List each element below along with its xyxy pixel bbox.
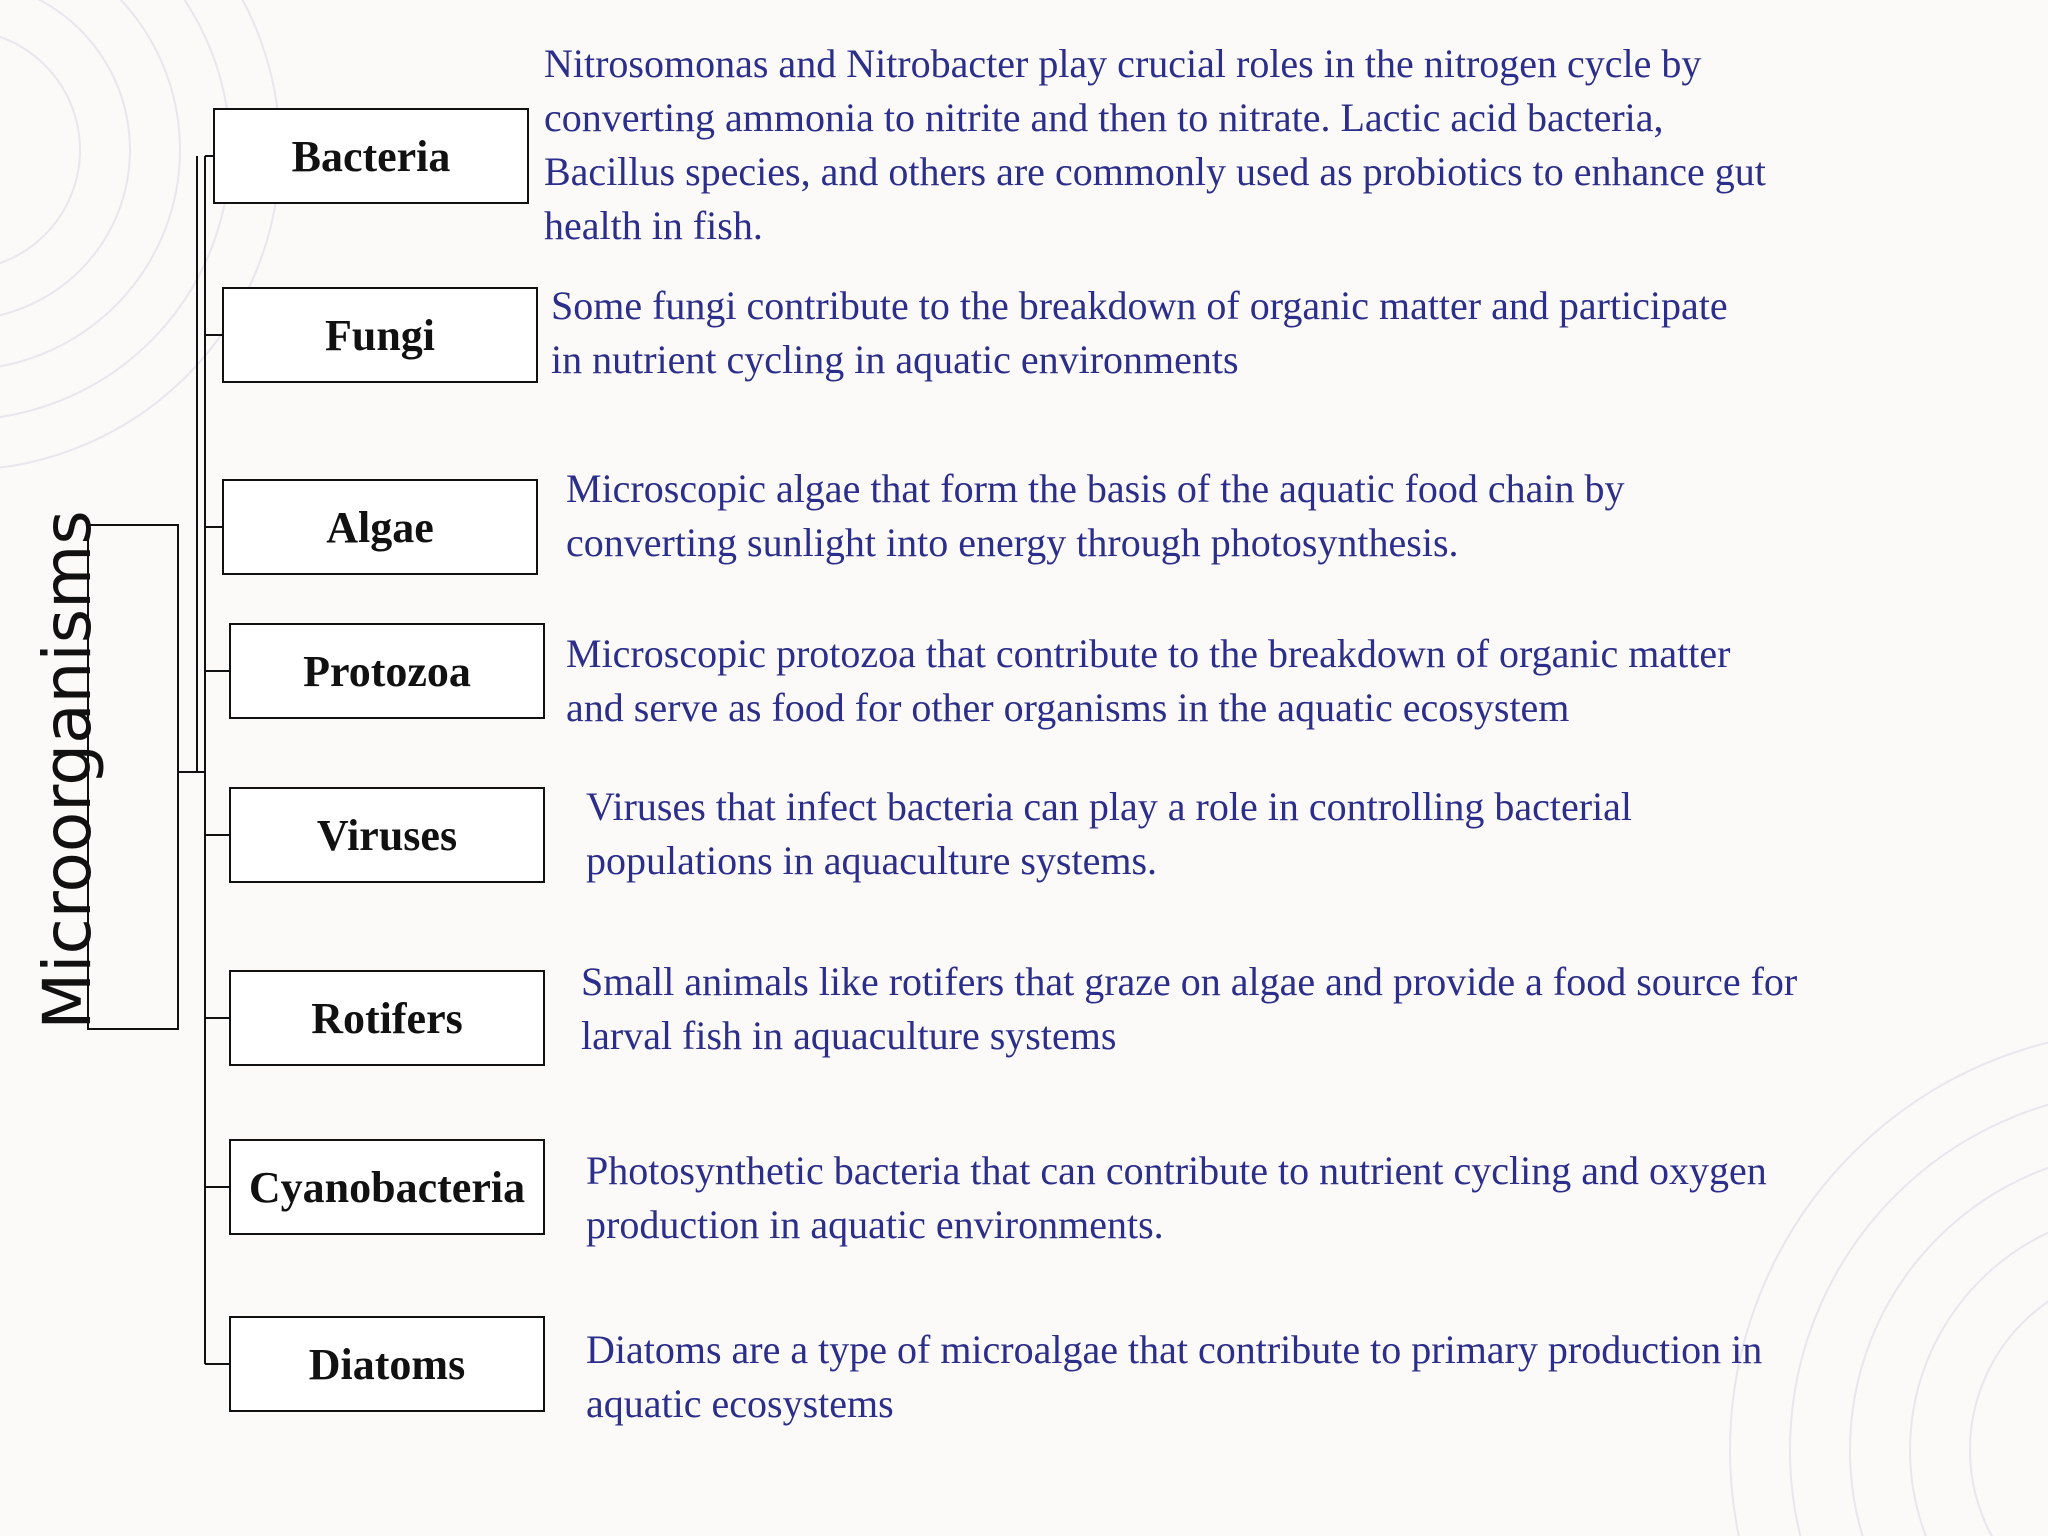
category-label: Bacteria	[291, 131, 451, 181]
description-line: health in fish.	[544, 203, 763, 248]
description-line: production in aquatic environments.	[586, 1202, 1164, 1247]
category-box-viruses	[229, 787, 545, 883]
category-label: Viruses	[316, 810, 458, 860]
description-line: Small animals like rotifers that graze on algae and provide a food source for	[581, 959, 1798, 1004]
category-box-algae	[222, 479, 538, 575]
description-cyanobacteria	[586, 1144, 1767, 1252]
description-line: Viruses that infect bacteria can play a role in controlling bacterial	[586, 784, 1633, 829]
description-protozoa	[566, 627, 1730, 735]
description-line: converting ammonia to nitrite and then to nitrate. Lactic acid bacteria,	[544, 95, 1664, 140]
category-label: Protozoa	[303, 646, 471, 696]
category-box-fungi	[222, 287, 538, 383]
description-line: Diatoms are a type of microalgae that contribute to primary production in	[586, 1327, 1763, 1372]
description-rotifers	[581, 955, 1797, 1063]
description-line: Bacillus species, and others are commonly used as probiotics to enhance gut	[544, 149, 1766, 194]
category-label: Fungi	[324, 310, 436, 360]
category-box-protozoa	[229, 623, 545, 719]
category-box-rotifers	[229, 970, 545, 1066]
category-label: Algae	[326, 502, 434, 552]
category-label: Cyanobacteria	[248, 1162, 526, 1212]
description-viruses	[586, 780, 1632, 888]
description-line: Microscopic protozoa that contribute to the breakdown of organic matter	[566, 631, 1731, 676]
description-line: aquatic ecosystems	[586, 1381, 894, 1426]
description-line: larval fish in aquaculture systems	[581, 1013, 1117, 1058]
description-line: and serve as food for other organisms in the aquatic ecosystem	[566, 685, 1570, 730]
root-label: Microorganisms	[29, 510, 106, 1030]
category-label: Diatoms	[308, 1339, 466, 1389]
description-line: in nutrient cycling in aquatic environments	[551, 337, 1239, 382]
description-fungi	[551, 279, 1728, 387]
category-box-bacteria	[213, 108, 529, 204]
description-line: converting sunlight into energy through photosynthesis.	[566, 520, 1459, 565]
description-line: Some fungi contribute to the breakdown of organic matter and participate	[551, 283, 1728, 328]
category-box-cyanobacteria	[229, 1139, 545, 1235]
category-box-diatoms	[229, 1316, 545, 1412]
description-line: Nitrosomonas and Nitrobacter play crucial roles in the nitrogen cycle by	[544, 41, 1702, 86]
description-bacteria	[544, 37, 1766, 253]
description-line: populations in aquaculture systems.	[586, 838, 1158, 883]
description-line: Photosynthetic bacteria that can contribute to nutrient cycling and oxygen	[586, 1148, 1767, 1193]
description-diatoms	[586, 1323, 1762, 1431]
description-line: Microscopic algae that form the basis of the aquatic food chain by	[566, 466, 1625, 511]
category-label: Rotifers	[311, 993, 463, 1043]
description-algae	[566, 462, 1625, 570]
